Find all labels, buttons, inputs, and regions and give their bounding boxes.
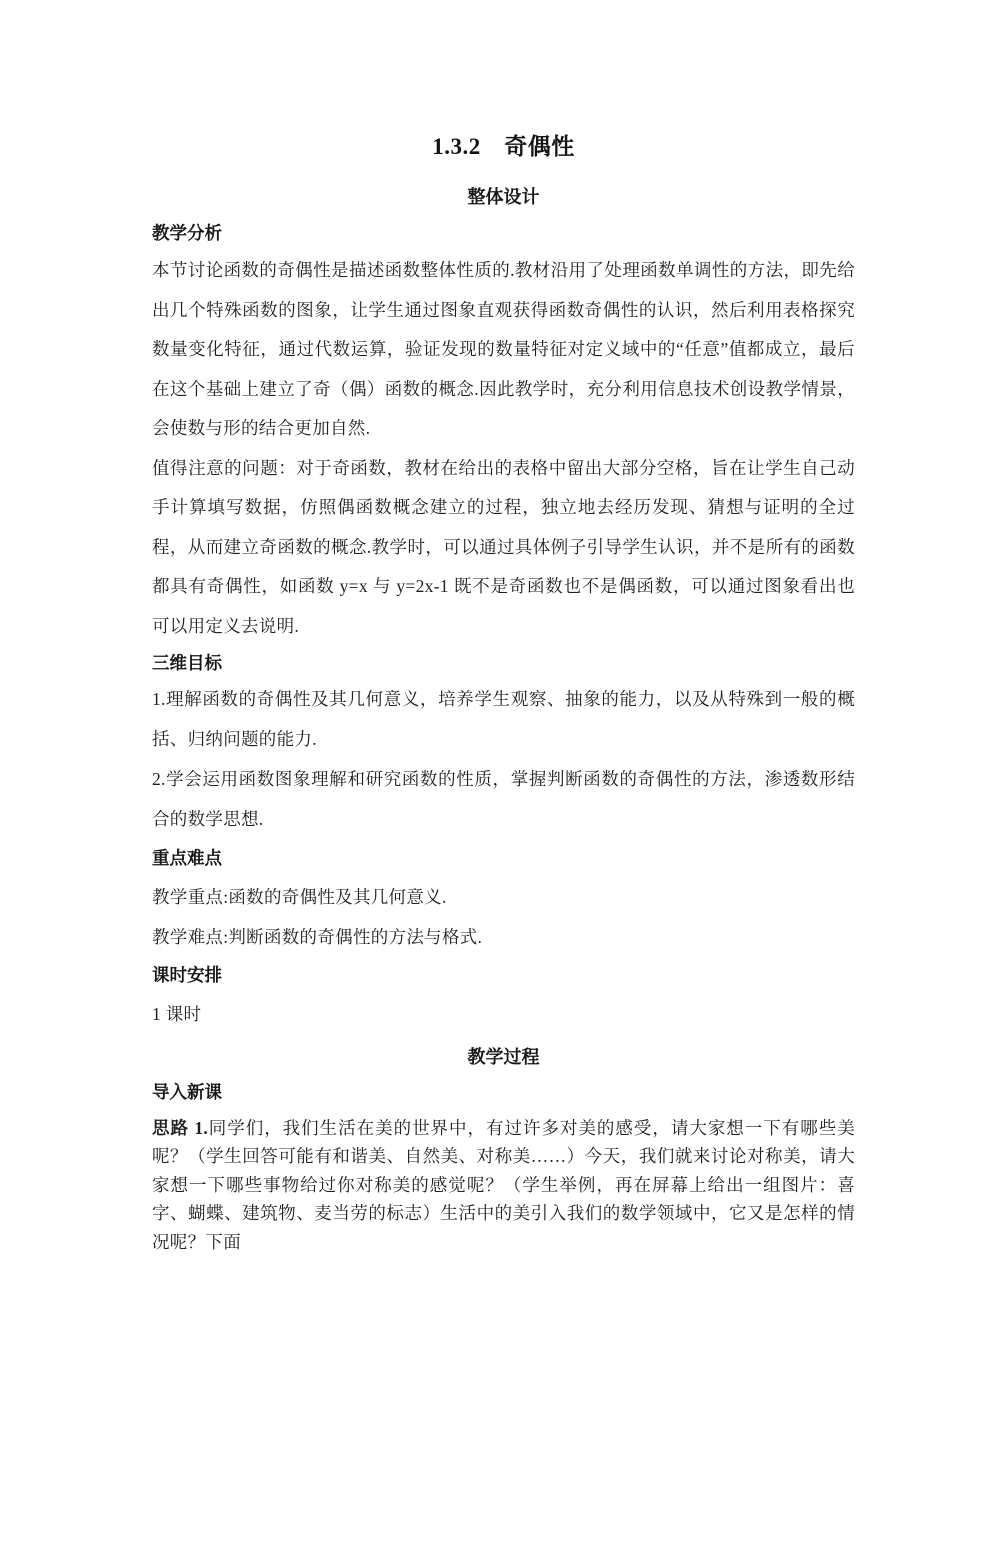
paragraph-teaching-analysis-1: 本节讨论函数的奇偶性是描述函数整体性质的.教材沿用了处理函数单调性的方法，即先给出几个特殊函数的图象，让学生通过图象直观获得函数奇偶性的认识，然后利用表格探究数量变化特征，通过代数运算，验证发现的数量特征对定义域中的“任意”值都成立，最后在这个基础上建立了奇（偶）函数的概念.因此教学时，充分利用信息技术创设教学情景，会使数与形的结合更加自然. xyxy=(152,260,855,438)
document-page xyxy=(0,130,1000,1544)
document-content xyxy=(152,130,855,1256)
section-heading-class-schedule: 课时安排 xyxy=(152,965,222,985)
paragraph-route-1 xyxy=(152,1114,855,1257)
paragraph-goal-2: 2.学会运用函数图象理解和研究函数的性质，掌握判断函数的奇偶性的方法，渗透数形结合的数学思想. xyxy=(152,769,855,829)
paragraph-teaching-focus: 教学重点:函数的奇偶性及其几何意义. xyxy=(152,887,447,907)
route-1-lead-label: 思路 1. xyxy=(152,1117,209,1138)
section-heading-overall-design: 整体设计 xyxy=(467,187,540,207)
section-heading-teaching-analysis: 教学分析 xyxy=(152,223,222,243)
section-heading-key-points: 重点难点 xyxy=(152,848,222,868)
document-title: 1.3.2 奇偶性 xyxy=(432,134,575,159)
section-heading-teaching-process: 教学过程 xyxy=(467,1046,540,1067)
section-heading-three-dimensional-goals: 三维目标 xyxy=(152,653,222,673)
section-heading-new-lesson-intro: 导入新课 xyxy=(152,1081,222,1102)
paragraph-teaching-difficulty: 教学难点:判断函数的奇偶性的方法与格式. xyxy=(152,926,483,947)
paragraph-goal-1: 1.理解函数的奇偶性及其几何意义，培养学生观察、抽象的能力，以及从特殊到一般的概括、归纳问题的能力. xyxy=(152,689,855,749)
paragraph-teaching-analysis-2: 值得注意的问题：对于奇函数，教材在给出的表格中留出大部分空格，旨在让学生自己动手计算填写数据，仿照偶函数概念建立的过程，独立地去经历发现、猜想与证明的全过程，从而建立奇函数的概念.教学时，可以通过具体例子引导学生认识，并不是所有的函数都具有奇偶性，如函数 y=x 与 y=2x-1 既不是奇函数也不是偶函数，可以通过图象看出也可以用定义去说明. xyxy=(152,457,855,636)
paragraph-class-schedule: 1 课时 xyxy=(152,1004,202,1024)
route-1-text: 同学们，我们生活在美的世界中，有过许多对美的感受，请大家想一下有哪些美呢？（学生回答可能有和谐美、自然美、对称美……）今天，我们就来讨论对称美，请大家想一下哪些事物给过你对称美的感觉呢？（学生举例，再在屏幕上给出一组图片：喜字、蝴蝶、建筑物、麦当劳的标志）生活中的美引入我们的数学领域中，它又是怎样的情况呢？下面 xyxy=(152,1117,856,1252)
